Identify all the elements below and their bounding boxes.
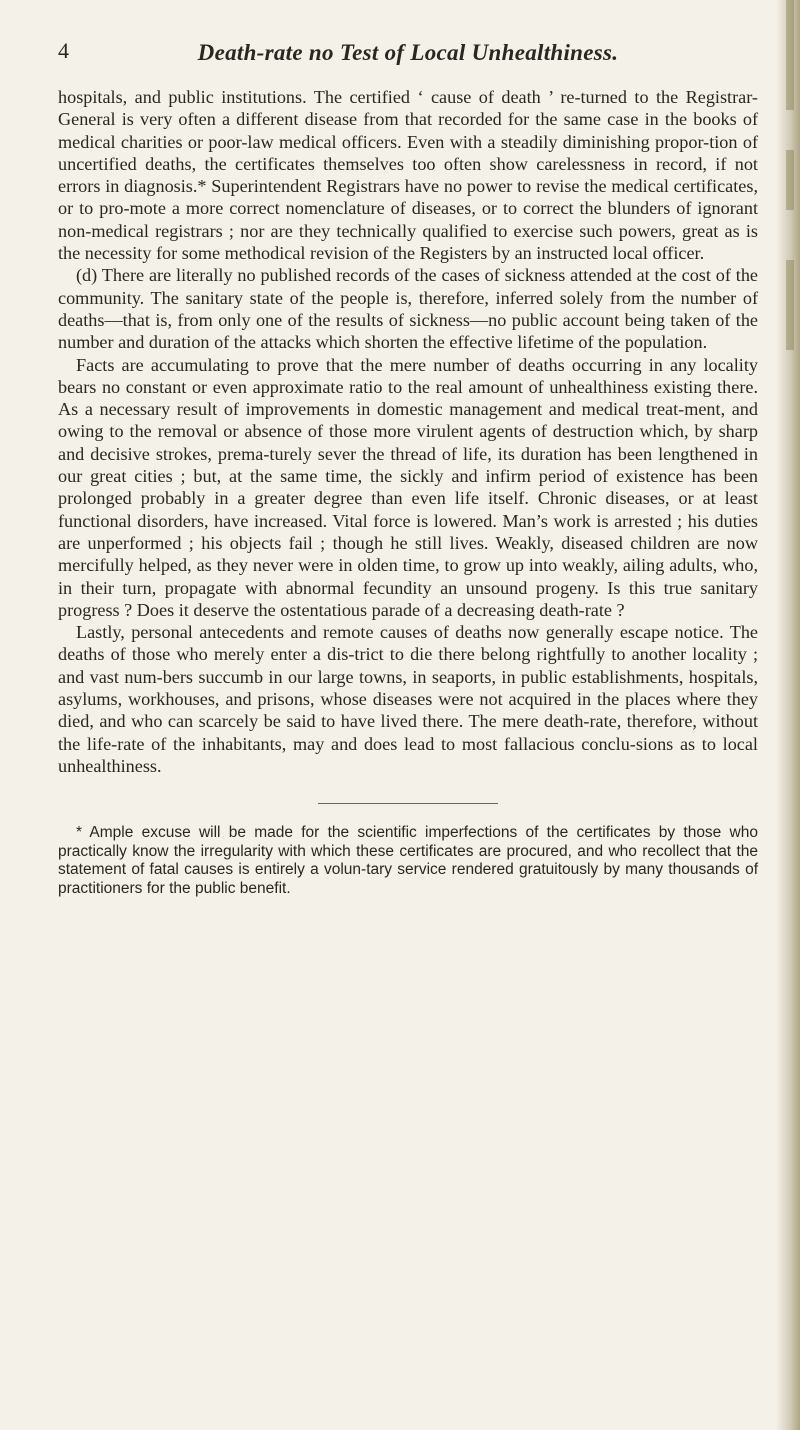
page-edge-mark (786, 0, 794, 110)
footnote: * Ample excuse will be made for the scientific imperfections of the certificates by those who practically know the irregularity with which these certificates are procured, and who recollect that the statement of fatal causes is entirely a volun-tary service rendered gratuitously by many thousands of practitioners for the public benefit. (58, 824, 758, 897)
paragraph: (d) There are literally no published records of the cases of sickness attended at the cost of the community. The sanitary state of the people is, therefore, inferred solely from the number of deaths—that is, from only one of the results of sickness—no public account being taken of the number and duration of the attacks which shorten the effective lifetime of the population. (58, 265, 758, 353)
book-page (58, 38, 758, 898)
body-text (58, 86, 758, 777)
page-header (58, 38, 758, 74)
footnote-divider (318, 803, 498, 804)
paragraph: Lastly, personal antecedents and remote causes of deaths now generally escape notice. The deaths of those who merely enter a dis-trict to die there belong rightfully to another locality ; and vast num-bers succumb in our large towns, in seaports, in public establishments, hospitals, asylums, workhouses, and prisons, whose diseases were not acquired in the places where they died, and who can scarcely be said to have lived there. The mere death-rate, therefore, without the life-rate of the inhabitants, may and does lead to most fallacious conclu-sions as to local unhealthiness. (58, 622, 758, 776)
paragraph: Facts are accumulating to prove that the mere number of deaths occurring in any locality bears no constant or even approximate ratio to the real amount of unhealthiness existing there. As a necessary result of improvements in domestic management and medical treat-ment, and owing to the removal or absence of those more virulent agents of destruction which, by sharp and decisive strokes, prema-turely sever the thread of life, its duration has been lengthened in our great cities ; but, at the same time, the sickly and infirm period of existence has been prolonged probably in a greater degree than even life itself. Chronic diseases, or at least functional disorders, have increased. Vital force is lowered. Man’s work is arrested ; his duties are unperformed ; his objects fail ; though he still lives. Weakly, diseased children are now mercifully helped, as they never were in olden time, to grow up into weakly, ailing adults, who, in their turn, propagate with abnormal fecundity an unsound progeny. Is this true sanitary progress ? Does it deserve the ostentatious parade of a decreasing death-rate ? (58, 354, 758, 620)
page-number: 4 (58, 38, 69, 63)
page-edge-shadow (776, 0, 800, 1430)
running-head: Death-rate no Test of Local Unhealthiness. (197, 40, 619, 65)
page-edge-mark (786, 260, 794, 350)
paragraph: hospitals, and public institutions. The certified ‘ cause of death ’ re-turned to the Registrar-General is very often a different disease from that recorded for the same case in the books of medical charities or poor-law medical officers. Even with a steadily diminishing propor-tion of uncertified deaths, the certificates themselves too often show carelessness in record, if not errors in diagnosis.* Superintendent Registrars have no power to revise the medical certificates, or to pro-mote a more correct nomenclature of diseases, or to correct the blunders of ignorant non-medical registrars ; nor are they technically qualified to exercise such powers, great as is the necessity for some methodical revision of the Registers by an instructed local officer. (58, 87, 758, 264)
page-edge-mark (786, 150, 794, 210)
